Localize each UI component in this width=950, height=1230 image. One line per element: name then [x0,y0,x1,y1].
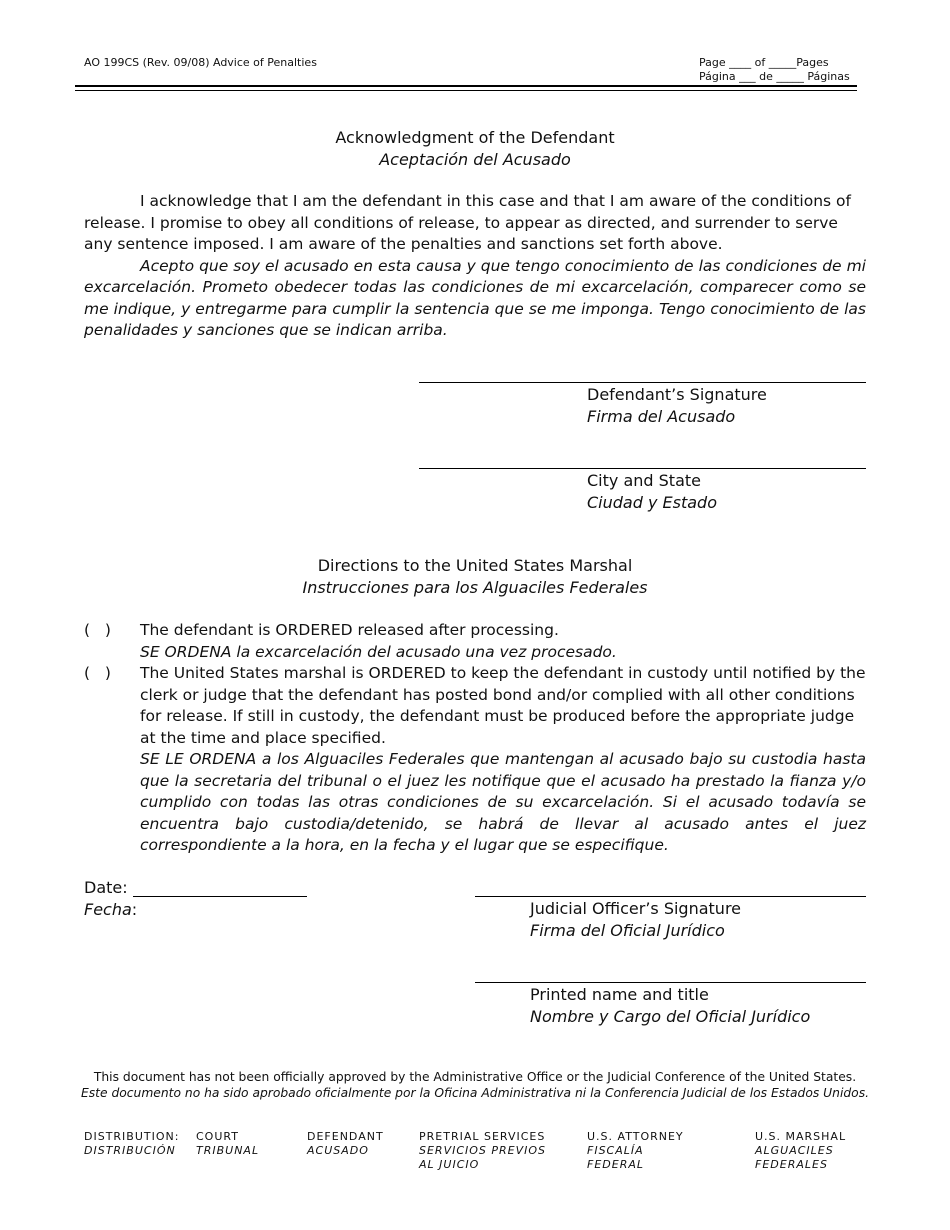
printed-name-label-en: Printed name and title [530,985,709,1004]
distribution-es-2: FEDERALES [755,1158,828,1171]
city-state-label-es: Ciudad y Estado [587,492,717,512]
distribution-en: DEFENDANT [307,1130,384,1143]
distribution-en: PRETRIAL SERVICES [419,1130,546,1143]
page-count [699,56,850,84]
directions-title-es: Instrucciones para los Alguaciles Federales [302,578,648,597]
distribution-es: DISTRIBUCIÓN [84,1144,176,1157]
direction-checkbox-custody[interactable]: ( ) [84,664,111,682]
direction-item-released [84,620,866,663]
acknowledgment-body [84,191,866,342]
direction-item-custody [84,663,866,857]
distribution-es-2: AL JUICIO [419,1158,480,1171]
defendant-signature-label-es: Firma del Acusado [587,406,736,426]
disclaimer-en: This document has not been officially approved by the Administrative Office or the Judicial Conference of the United States. [93,1070,857,1084]
distribution-es: SERVICIOS PREVIOS [419,1144,547,1157]
acknowledgment-para-es: Acepto que soy el acusado en esta causa y que tengo conocimiento de las condiciones de mi excarcelación. Prometo obedecer todas las condiciones de mi excarcelación, comparecer como se me indique, y entregarme para cumplir la sentencia que se me imponga. Tengo conocimiento de las penalidades y sanciones que se indican arriba. [84,256,866,339]
distribution-court [196,1130,259,1158]
date-label [84,877,137,920]
direction-text-es: SE LE ORDENA a los Alguaciles Federales que mantengan al acusado bajo su custodia hasta que la secretaria del tribunal o el juez les notifique que el acusado ha prestado la fianza y/o cumplido con todas las otras condiciones de su excarcelación. Si el acusado todavía se encuentra bajo custodia/detenido, se habrá de llevar al acusado antes el juez correspondiente a la hora, en la fecha y el lugar que se especifique. [140,750,866,854]
defendant-signature-line[interactable] [419,382,866,383]
date-label-colon: : [131,899,138,919]
distribution-pretrial [419,1130,546,1172]
direction-text-es: SE ORDENA la excarcelación del acusado una vez procesado. [140,642,617,661]
printed-name-label [530,984,810,1027]
distribution-es: ALGUACILES [755,1144,834,1157]
city-state-label [587,470,717,513]
distribution-marshal [755,1130,846,1172]
acknowledgment-title-es: Aceptación del Acusado [379,150,571,169]
acknowledgment-title [84,127,866,171]
distribution-defendant [307,1130,384,1158]
city-state-line[interactable] [419,468,866,469]
directions-title [84,555,866,599]
distribution-es: ACUSADO [307,1144,369,1157]
judicial-signature-label [530,898,741,941]
printed-name-label-es: Nombre y Cargo del Oficial Jurídico [530,1006,811,1026]
header-rule [75,85,857,91]
distribution-attorney [587,1130,684,1172]
direction-checkbox-released[interactable]: ( ) [84,621,111,639]
page-count-en: Page ____ of _____Pages [699,56,829,69]
defendant-signature-label-en: Defendant’s Signature [587,385,767,404]
date-label-es: Fecha [84,899,132,919]
judicial-signature-line[interactable] [475,896,866,897]
distribution-en: U.S. ATTORNEY [587,1130,684,1143]
distribution-en: U.S. MARSHAL [755,1130,847,1143]
page-count-es: Página ___ de _____ Páginas [699,70,850,83]
distribution-en: COURT [196,1130,239,1143]
city-state-label-en: City and State [587,471,701,490]
disclaimer-es: Este documento no ha sido aprobado oficialmente por la Oficina Administrativa ni la Conferencia Judicial de los Estados Unidos. [80,1086,870,1100]
distribution-es: FISCALÍA [587,1144,644,1157]
direction-text-en: The defendant is ORDERED released after processing. [140,621,559,639]
distribution-es-2: FEDERAL [587,1158,644,1171]
acknowledgment-para-en: I acknowledge that I am the defendant in this case and that I am aware of the conditions of release. I promise to obey all conditions of release, to appear as directed, and surrender to serve any sentence imposed. I am aware of the penalties and sanctions set forth above. [84,192,851,253]
directions-title-en: Directions to the United States Marshal [317,556,633,575]
acknowledgment-title-en: Acknowledgment of the Defendant [335,128,615,147]
form-id: AO 199CS (Rev. 09/08) Advice of Penalties [84,56,317,69]
date-label-en: Date: [84,878,128,897]
distribution-en: DISTRIBUTION: [84,1130,180,1143]
date-line[interactable] [133,896,307,897]
direction-text-en: The United States marshal is ORDERED to keep the defendant in custody until notified by the clerk or judge that the defendant has posted bond and/or complied with all other conditions for release. If still in custody, the defendant must be produced before the appropriate judge at the time and place specified. [140,664,866,747]
directions-list [84,620,866,857]
judicial-signature-label-es: Firma del Oficial Jurídico [530,920,725,940]
defendant-signature-label [587,384,767,427]
judicial-signature-label-en: Judicial Officer’s Signature [530,899,742,918]
distribution-label [84,1130,179,1158]
disclaimer [34,1069,916,1101]
printed-name-line[interactable] [475,982,866,983]
distribution-es: TRIBUNAL [196,1144,260,1157]
